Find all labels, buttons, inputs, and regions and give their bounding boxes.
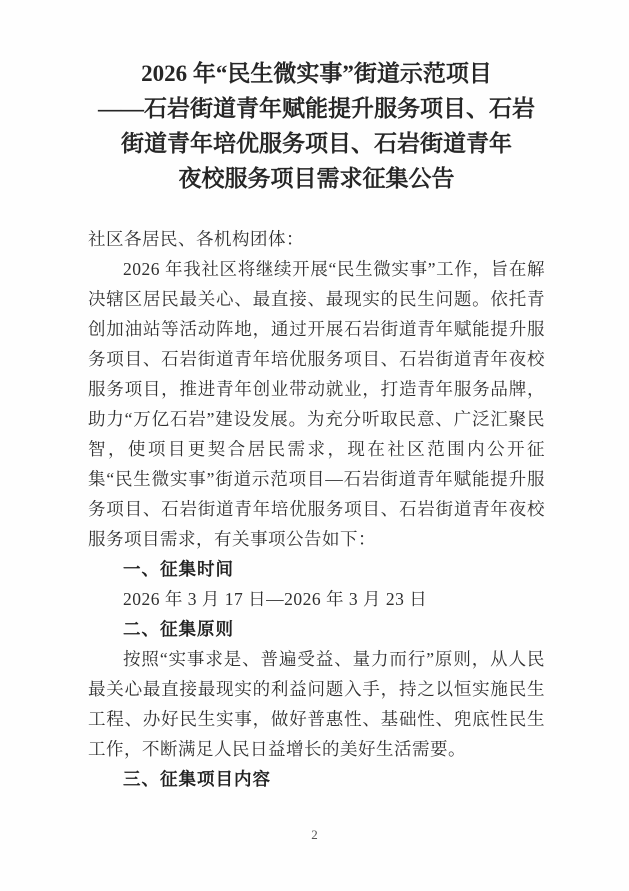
title-line-1: 2026 年“民生微实事”街道示范项目	[141, 61, 492, 86]
salutation: 社区各居民、各机构团体：	[88, 229, 304, 249]
section-heading-collection-principles: 二、征集原则	[123, 619, 234, 639]
section-heading-project-content: 三、征集项目内容	[123, 769, 271, 789]
paragraph-principles: 按照“实事求是、普遍受益、量力而行”原则，从人民最关心最直接最现实的利益问题入手，持之以恒实施民生工程、办好民生实事，做好普惠性、基础性、兜底性民生工作，不断满足人民日益增长的美好生活需要。	[88, 649, 545, 759]
document-title	[88, 56, 545, 196]
section-heading-collection-time: 一、征集时间	[123, 559, 234, 579]
page-number: 2	[311, 827, 318, 842]
title-line-2: ——石岩街道青年赋能提升服务项目、石岩	[98, 96, 535, 121]
document-content	[88, 0, 545, 794]
title-line-3: 街道青年培优服务项目、石岩街道青年	[121, 131, 512, 156]
date-range: 2026 年 3 月 17 日—2026 年 3 月 23 日	[123, 589, 428, 609]
paragraph-intro: 2026 年我社区将继续开展“民生微实事”工作，旨在解决辖区居民最关心、最直接、最现实的民生问题。依托青创加油站等活动阵地，通过开展石岩街道青年赋能提升服务项目、石岩街道青年培优服务项目、石岩街道青年夜校服务项目，推进青年创业带动就业，打造青年服务品牌，助力“万亿石岩”建设发展。为充分听取民意、广泛汇聚民智，使项目更契合居民需求，现在社区范围内公开征集“民生微实事”街道示范项目—石岩街道青年赋能提升服务项目、石岩街道青年培优服务项目、石岩街道青年夜校服务项目需求，有关事项公告如下：	[88, 259, 545, 549]
document-body	[88, 224, 545, 794]
title-line-4: 夜校服务项目需求征集公告	[178, 166, 455, 191]
